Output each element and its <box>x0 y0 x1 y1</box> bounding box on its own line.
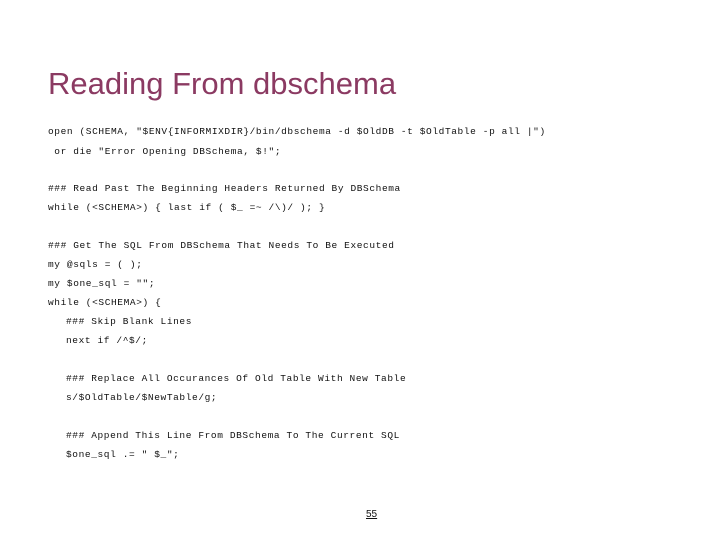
slide-title: Reading From dbschema <box>48 66 397 101</box>
code-comment-skip-blank: ### Skip Blank Lines <box>66 316 193 327</box>
code-line-while-schema: while (<SCHEMA>) { <box>48 297 162 308</box>
code-line-append: $one_sql .= " $_"; <box>66 449 180 460</box>
code-comment-replace-table: ### Replace All Occurances Of Old Table With New Table <box>66 373 407 384</box>
code-line-while-last: while (<SCHEMA>) { last if ( $_ =~ /\)/ ); } <box>48 202 326 213</box>
code-line-open-schema: open (SCHEMA, "$ENV{INFORMIXDIR}/bin/dbschema -d $OldDB -t $OldTable -p all |") <box>48 126 546 137</box>
page-number: 55 <box>366 509 378 520</box>
code-line-my-one-sql: my $one_sql = ""; <box>48 278 156 289</box>
code-comment-append-line: ### Append This Line From DBSchema To The Current SQL <box>66 430 400 441</box>
code-line-my-sqls: my @sqls = ( ); <box>48 259 143 270</box>
code-line-substitute: s/$OldTable/$NewTable/g; <box>66 392 218 403</box>
code-comment-get-sql: ### Get The SQL From DBSchema That Needs To Be Executed <box>48 240 395 251</box>
code-comment-read-past-headers: ### Read Past The Beginning Headers Returned By DBSchema <box>48 183 401 194</box>
code-line-or-die: or die "Error Opening DBSchema, $!"; <box>48 146 282 157</box>
code-line-next-if: next if /^$/; <box>66 335 148 346</box>
